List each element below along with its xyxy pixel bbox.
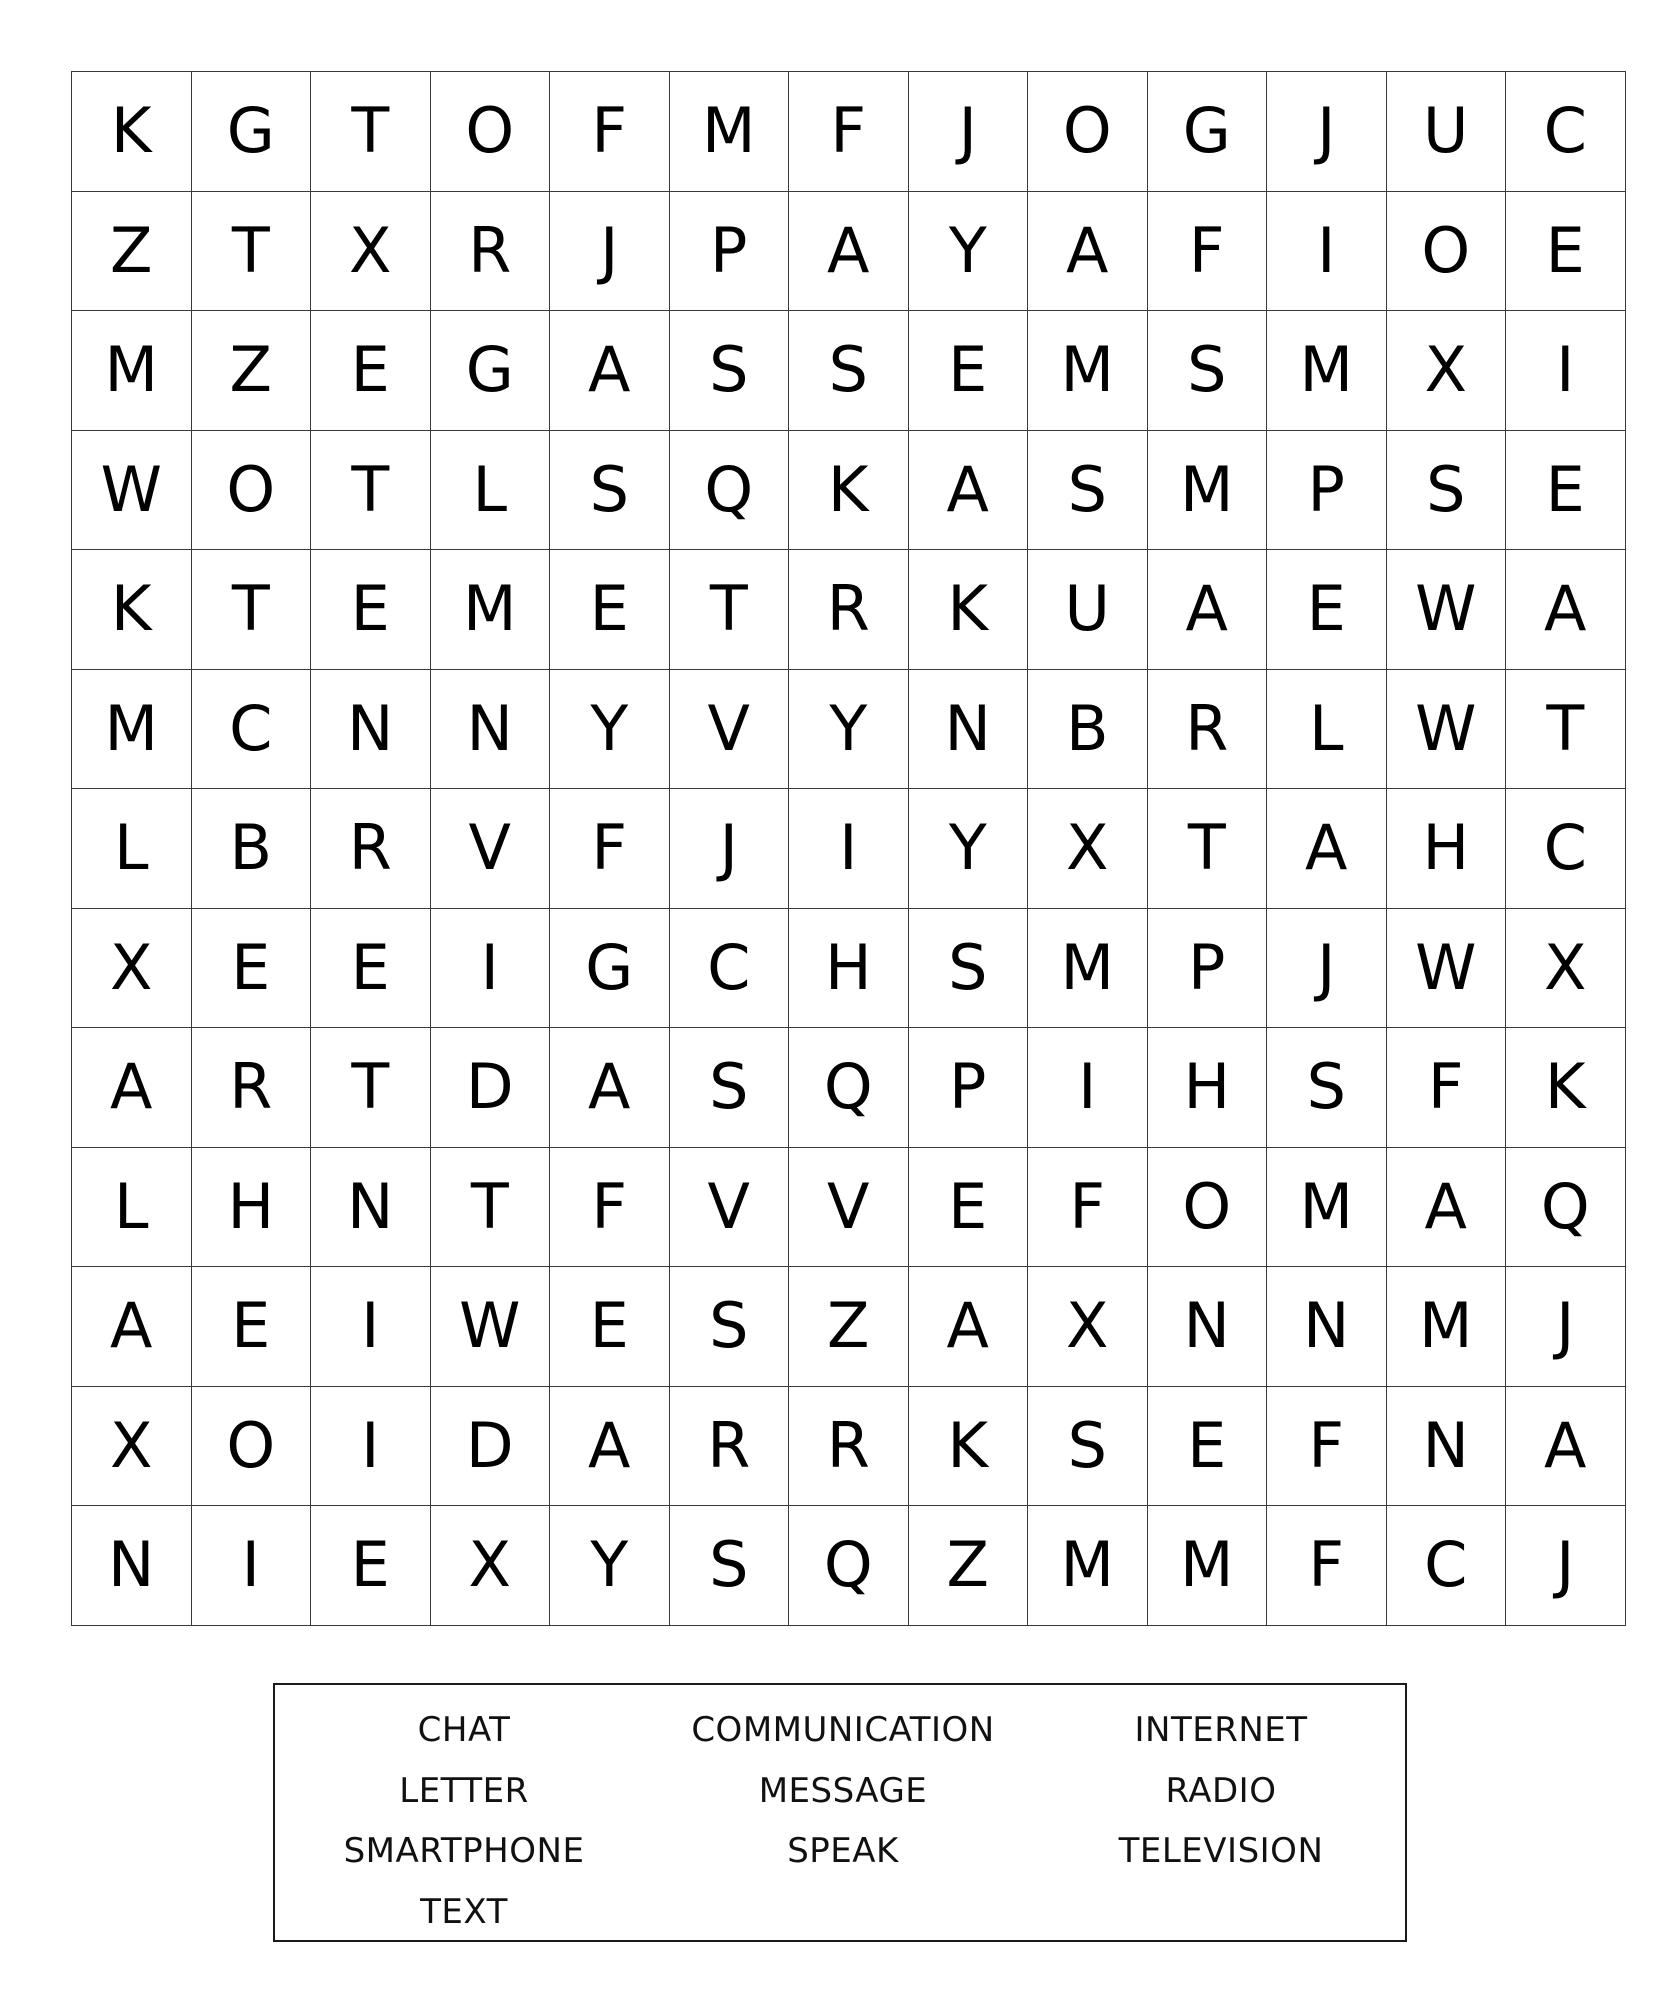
grid-cell[interactable]: L — [72, 789, 192, 909]
grid-cell[interactable]: P — [1267, 430, 1387, 550]
grid-cell[interactable]: C — [1506, 789, 1626, 909]
grid-cell[interactable]: F — [1028, 1147, 1148, 1267]
grid-cell[interactable]: I — [789, 789, 909, 909]
grid-cell[interactable]: F — [550, 72, 670, 192]
grid-cell[interactable]: A — [1506, 1386, 1626, 1506]
grid-cell[interactable]: H — [1147, 1028, 1267, 1148]
grid-cell[interactable]: D — [430, 1028, 550, 1148]
grid-cell[interactable]: M — [1267, 311, 1387, 431]
grid-cell[interactable]: A — [1147, 550, 1267, 670]
word-bank-list — [275, 1700, 1405, 1942]
grid-cell[interactable]: J — [1506, 1267, 1626, 1387]
grid-cell[interactable]: V — [669, 1147, 789, 1267]
grid-cell[interactable]: E — [1506, 430, 1626, 550]
grid-cell[interactable]: I — [1506, 311, 1626, 431]
grid-cell[interactable]: W — [1386, 669, 1506, 789]
grid-row — [72, 1028, 1626, 1148]
grid-cell[interactable]: S — [1028, 1386, 1148, 1506]
grid-cell[interactable]: S — [669, 1028, 789, 1148]
grid-cell[interactable]: K — [72, 72, 192, 192]
grid-cell[interactable]: W — [1386, 550, 1506, 670]
grid-row — [72, 430, 1626, 550]
grid-cell[interactable]: C — [1506, 72, 1626, 192]
grid-cell[interactable]: E — [1147, 1386, 1267, 1506]
grid-cell[interactable]: A — [550, 1028, 670, 1148]
word-bank-item: CHAT — [417, 1710, 511, 1750]
grid-cell[interactable]: T — [191, 550, 311, 670]
grid-cell[interactable]: Y — [908, 789, 1028, 909]
grid-cell[interactable]: T — [669, 550, 789, 670]
grid-cell[interactable]: A — [72, 1028, 192, 1148]
grid-cell[interactable]: Z — [191, 311, 311, 431]
grid-cell[interactable]: F — [1147, 191, 1267, 311]
grid-cell[interactable]: M — [1386, 1267, 1506, 1387]
grid-cell[interactable]: R — [311, 789, 431, 909]
grid-cell[interactable]: I — [191, 1506, 311, 1626]
grid-cell[interactable]: M — [72, 669, 192, 789]
grid-cell[interactable]: U — [1028, 550, 1148, 670]
grid-cell[interactable]: N — [908, 669, 1028, 789]
grid-cell[interactable]: W — [72, 430, 192, 550]
grid-cell[interactable]: M — [1028, 1506, 1148, 1626]
grid-cell[interactable]: M — [669, 72, 789, 192]
grid-cell[interactable]: L — [430, 430, 550, 550]
grid-cell[interactable]: T — [191, 191, 311, 311]
grid-cell[interactable]: A — [1028, 191, 1148, 311]
grid-cell[interactable]: X — [430, 1506, 550, 1626]
grid-cell[interactable]: T — [430, 1147, 550, 1267]
grid-cell[interactable]: O — [430, 72, 550, 192]
grid-cell[interactable]: R — [789, 1386, 909, 1506]
grid-cell[interactable]: Q — [789, 1028, 909, 1148]
grid-cell[interactable]: I — [311, 1386, 431, 1506]
grid-cell[interactable]: T — [311, 430, 431, 550]
grid-cell[interactable]: N — [1147, 1267, 1267, 1387]
grid-cell[interactable]: E — [191, 1267, 311, 1387]
grid-cell[interactable]: X — [1028, 1267, 1148, 1387]
grid-cell[interactable]: K — [1506, 1028, 1626, 1148]
word-bank-item: MESSAGE — [758, 1770, 928, 1811]
grid-cell[interactable]: K — [789, 430, 909, 550]
grid-cell[interactable]: E — [311, 311, 431, 431]
grid-cell[interactable]: B — [191, 789, 311, 909]
grid-cell[interactable]: E — [1506, 191, 1626, 311]
word-search-grid — [71, 71, 1626, 1626]
grid-cell[interactable]: A — [908, 430, 1028, 550]
word-bank-item: COMMUNICATION — [691, 1710, 995, 1750]
grid-cell[interactable]: S — [1386, 430, 1506, 550]
grid-cell[interactable]: H — [789, 908, 909, 1028]
grid-cell[interactable]: S — [669, 1267, 789, 1387]
grid-cell[interactable]: S — [550, 430, 670, 550]
grid-cell[interactable]: N — [430, 669, 550, 789]
grid-cell[interactable]: X — [311, 191, 431, 311]
grid-cell[interactable]: X — [1386, 311, 1506, 431]
word-bank-item: LETTER — [399, 1770, 529, 1811]
grid-cell[interactable]: S — [1028, 430, 1148, 550]
grid-cell[interactable]: K — [908, 1386, 1028, 1506]
word-bank-item: SMARTPHONE — [343, 1831, 585, 1871]
word-bank-item: SPEAK — [787, 1831, 899, 1871]
word-bank-item: TELEVISION — [1118, 1831, 1324, 1871]
grid-cell[interactable]: W — [1386, 908, 1506, 1028]
grid-cell[interactable]: O — [1028, 72, 1148, 192]
grid-cell[interactable]: R — [1147, 669, 1267, 789]
grid-cell[interactable]: G — [191, 72, 311, 192]
grid-cell[interactable]: L — [72, 1147, 192, 1267]
grid-cell[interactable]: O — [191, 1386, 311, 1506]
grid-cell[interactable]: I — [1267, 191, 1387, 311]
grid-row — [72, 789, 1626, 909]
grid-cell[interactable]: X — [1028, 789, 1148, 909]
grid-cell[interactable]: S — [789, 311, 909, 431]
grid-cell[interactable]: M — [72, 311, 192, 431]
word-bank-item: TEXT — [420, 1891, 508, 1932]
grid-cell[interactable]: L — [1267, 669, 1387, 789]
grid-cell[interactable]: V — [430, 789, 550, 909]
grid-cell[interactable]: Q — [789, 1506, 909, 1626]
grid-cell[interactable]: S — [669, 1506, 789, 1626]
grid-cell[interactable]: A — [72, 1267, 192, 1387]
grid-cell[interactable]: Z — [908, 1506, 1028, 1626]
grid-cell[interactable]: G — [430, 311, 550, 431]
grid-cell[interactable]: S — [1267, 1028, 1387, 1148]
grid-row — [72, 1506, 1626, 1626]
grid-cell[interactable]: M — [1147, 1506, 1267, 1626]
grid-cell[interactable]: I — [1028, 1028, 1148, 1148]
grid-cell[interactable]: A — [1506, 550, 1626, 670]
grid-cell[interactable]: E — [311, 1506, 431, 1626]
grid-cell[interactable]: Y — [550, 1506, 670, 1626]
grid-cell[interactable]: X — [1506, 908, 1626, 1028]
grid-row — [72, 908, 1626, 1028]
grid-cell[interactable]: C — [191, 669, 311, 789]
grid-cell[interactable]: A — [908, 1267, 1028, 1387]
word-bank-item: INTERNET — [1134, 1710, 1308, 1750]
grid-cell[interactable]: T — [1147, 789, 1267, 909]
grid-cell[interactable]: H — [1386, 789, 1506, 909]
grid-row — [72, 311, 1626, 431]
grid-cell[interactable]: E — [191, 908, 311, 1028]
grid-cell[interactable]: S — [1147, 311, 1267, 431]
grid-cell[interactable]: R — [191, 1028, 311, 1148]
grid-cell[interactable]: S — [669, 311, 789, 431]
grid-cell[interactable]: O — [1147, 1147, 1267, 1267]
grid-cell[interactable]: R — [669, 1386, 789, 1506]
grid-cell[interactable]: O — [1386, 191, 1506, 311]
grid-cell[interactable]: Y — [789, 669, 909, 789]
grid-cell[interactable]: J — [669, 789, 789, 909]
grid-cell[interactable]: M — [1267, 1147, 1387, 1267]
grid-cell[interactable]: J — [550, 191, 670, 311]
grid-cell[interactable]: Z — [72, 191, 192, 311]
grid-cell[interactable]: N — [311, 1147, 431, 1267]
grid-cell[interactable]: N — [72, 1506, 192, 1626]
grid-cell[interactable]: I — [430, 908, 550, 1028]
grid-row — [72, 1267, 1626, 1387]
grid-cell[interactable]: Y — [550, 669, 670, 789]
grid-cell[interactable]: G — [550, 908, 670, 1028]
grid-cell[interactable]: Y — [908, 191, 1028, 311]
grid-cell[interactable]: K — [72, 550, 192, 670]
grid-cell[interactable]: J — [1267, 72, 1387, 192]
grid-cell[interactable]: F — [1267, 1386, 1387, 1506]
grid-cell[interactable]: I — [311, 1267, 431, 1387]
grid-cell[interactable]: E — [908, 1147, 1028, 1267]
grid-cell[interactable]: D — [430, 1386, 550, 1506]
grid-cell[interactable]: M — [430, 550, 550, 670]
grid-cell[interactable]: J — [908, 72, 1028, 192]
grid-row — [72, 191, 1626, 311]
grid-cell[interactable]: C — [669, 908, 789, 1028]
grid-cell[interactable]: W — [430, 1267, 550, 1387]
grid-cell[interactable]: K — [908, 550, 1028, 670]
grid-cell[interactable]: C — [1386, 1506, 1506, 1626]
grid-row — [72, 669, 1626, 789]
grid-cell[interactable]: F — [550, 1147, 670, 1267]
grid-cell[interactable]: A — [789, 191, 909, 311]
grid-cell[interactable]: V — [789, 1147, 909, 1267]
grid-cell[interactable]: V — [669, 669, 789, 789]
grid-cell[interactable]: R — [430, 191, 550, 311]
grid-cell[interactable]: P — [1147, 908, 1267, 1028]
grid-row — [72, 1386, 1626, 1506]
grid-cell[interactable]: T — [1506, 669, 1626, 789]
grid-cell[interactable]: M — [1147, 430, 1267, 550]
grid-cell[interactable]: A — [550, 311, 670, 431]
grid-cell[interactable]: F — [1386, 1028, 1506, 1148]
grid-cell[interactable]: P — [908, 1028, 1028, 1148]
grid-cell[interactable]: B — [1028, 669, 1148, 789]
grid-row — [72, 1147, 1626, 1267]
grid-cell[interactable]: M — [1028, 311, 1148, 431]
grid-cell[interactable]: S — [908, 908, 1028, 1028]
grid-cell[interactable]: N — [1386, 1386, 1506, 1506]
grid-cell[interactable]: G — [1147, 72, 1267, 192]
grid-cell[interactable]: Z — [789, 1267, 909, 1387]
grid-cell[interactable]: J — [1267, 908, 1387, 1028]
grid-cell[interactable]: T — [311, 72, 431, 192]
grid-cell[interactable]: U — [1386, 72, 1506, 192]
word-bank — [273, 1683, 1407, 1942]
grid-cell[interactable]: E — [550, 550, 670, 670]
word-bank-item: RADIO — [1165, 1770, 1277, 1811]
grid-cell[interactable]: E — [1267, 550, 1387, 670]
grid-cell[interactable]: T — [311, 1028, 431, 1148]
grid-cell[interactable]: F — [1267, 1506, 1387, 1626]
grid-cell[interactable]: R — [789, 550, 909, 670]
grid-cell[interactable]: M — [1028, 908, 1148, 1028]
grid-cell[interactable]: O — [191, 430, 311, 550]
grid-cell[interactable]: A — [1267, 789, 1387, 909]
grid-cell[interactable]: P — [669, 191, 789, 311]
grid-cell[interactable]: E — [908, 311, 1028, 431]
grid-cell[interactable]: E — [550, 1267, 670, 1387]
grid-cell[interactable]: H — [191, 1147, 311, 1267]
grid-cell[interactable]: A — [1386, 1147, 1506, 1267]
grid-cell[interactable]: N — [311, 669, 431, 789]
grid-cell[interactable]: Q — [669, 430, 789, 550]
grid-cell[interactable]: E — [311, 908, 431, 1028]
grid-row — [72, 550, 1626, 670]
grid-cell[interactable]: F — [789, 72, 909, 192]
grid-cell[interactable]: X — [72, 1386, 192, 1506]
grid-cell[interactable]: N — [1267, 1267, 1387, 1387]
grid-row — [72, 72, 1626, 192]
grid-cell[interactable]: X — [72, 908, 192, 1028]
grid-cell[interactable]: Q — [1506, 1147, 1626, 1267]
grid-cell[interactable]: F — [550, 789, 670, 909]
grid-cell[interactable]: E — [311, 550, 431, 670]
grid-cell[interactable]: A — [550, 1386, 670, 1506]
grid-cell[interactable]: J — [1506, 1506, 1626, 1626]
